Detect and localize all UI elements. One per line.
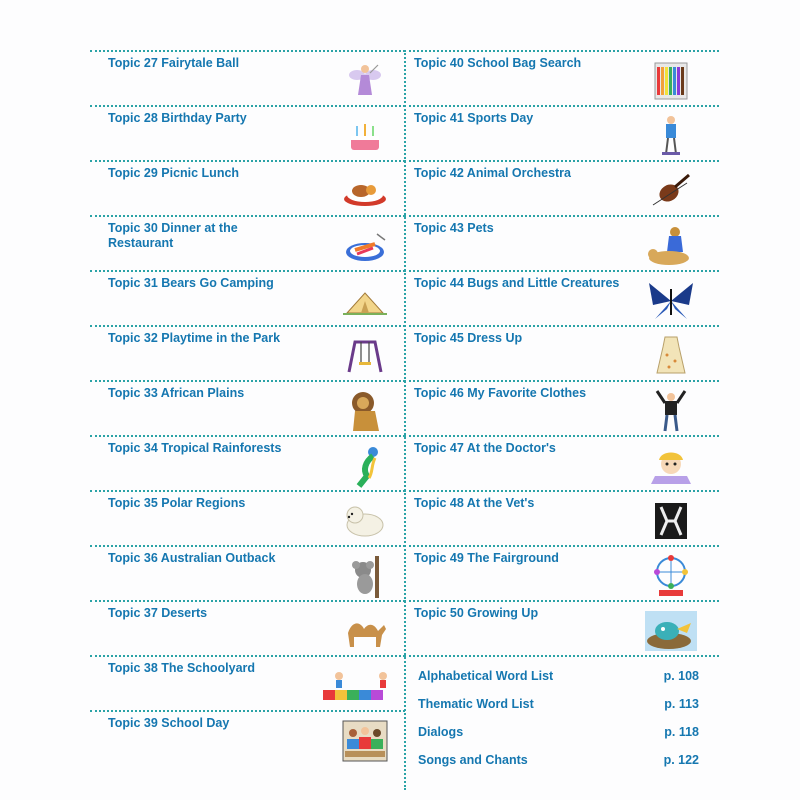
topic-entry [404, 545, 719, 600]
koala-icon [337, 555, 393, 597]
violin-icon [643, 170, 699, 212]
topic-label: Topic 41 Sports Day [414, 111, 534, 125]
topic-entry [404, 600, 719, 655]
cake-icon [337, 115, 393, 157]
dress-icon [643, 335, 699, 377]
index-page: p. 122 [663, 753, 699, 767]
topic-label: Topic 34 Tropical Rainforests [108, 441, 282, 455]
topic-label: Topic 38 The Schoolyard [108, 661, 256, 675]
butterfly-icon [643, 280, 699, 322]
index-label: Alphabetical Word List [418, 669, 554, 683]
topic-label: Topic 49 The Fairground [414, 551, 559, 565]
classroom-icon [337, 720, 393, 762]
topic-label: Topic 40 School Bag Search [414, 56, 582, 70]
topic-entry [90, 545, 405, 600]
topic-entry [90, 105, 405, 160]
topic-entry [90, 380, 405, 435]
topic-label: Topic 48 At the Vet's [414, 496, 535, 510]
topic-label: Topic 32 Playtime in the Park [108, 331, 281, 345]
topic-label: Topic 28 Birthday Party [108, 111, 247, 125]
topic-label: Topic 46 My Favorite Clothes [414, 386, 587, 400]
topic-entry [90, 50, 405, 105]
boy-arms-up-icon [643, 390, 699, 432]
topic-label: Topic 37 Deserts [108, 606, 208, 620]
picnic-food-icon [337, 170, 393, 212]
parrot-icon [337, 445, 393, 487]
index-label: Thematic Word List [418, 697, 534, 711]
bird-nest-icon [643, 610, 699, 652]
topic-entry [404, 215, 719, 270]
index-page: p. 113 [664, 697, 699, 711]
topic-label: Topic 31 Bears Go Camping [108, 276, 274, 290]
topic-label: Topic 35 Polar Regions [108, 496, 246, 510]
index-entry [404, 745, 719, 773]
index-page: p. 118 [664, 725, 699, 739]
topic-entry [90, 435, 405, 490]
index-entry [404, 689, 719, 717]
topic-entry [404, 490, 719, 545]
swing-icon [337, 335, 393, 377]
topic-label: Topic 45 Dress Up [414, 331, 523, 345]
colored-pencils-icon [643, 60, 699, 102]
camel-icon [337, 610, 393, 652]
athlete-icon [643, 115, 699, 157]
topic-entry [404, 435, 719, 490]
topic-entry [404, 50, 719, 105]
index-entry [404, 717, 719, 745]
topic-entry [90, 160, 405, 215]
sick-child-icon [643, 445, 699, 487]
right-column [404, 50, 719, 773]
dinner-plate-icon [337, 225, 393, 267]
topic-label: Topic 39 School Day [108, 716, 230, 730]
lion-icon [337, 390, 393, 432]
topic-entry [90, 325, 405, 380]
topic-entry [90, 270, 405, 325]
topic-entry [404, 105, 719, 160]
topic-label: Topic 29 Picnic Lunch [108, 166, 240, 180]
left-column [90, 50, 405, 765]
polar-bear-icon [337, 500, 393, 542]
topic-label: Topic 50 Growing Up [414, 606, 539, 620]
topic-entry [90, 215, 405, 270]
pet-dog-icon [643, 225, 699, 267]
index-list [404, 655, 719, 773]
fairy-icon [337, 60, 393, 102]
topic-label: Topic 30 Dinner at the Restaurant [108, 221, 238, 250]
topic-entry [90, 710, 405, 765]
x-ray-icon [643, 500, 699, 542]
index-label: Songs and Chants [418, 753, 528, 767]
topic-entry [404, 270, 719, 325]
topic-label: Topic 42 Animal Orchestra [414, 166, 571, 180]
ferris-wheel-icon [643, 555, 699, 597]
tent-icon [337, 280, 393, 322]
topic-label: Topic 36 Australian Outback [108, 551, 276, 565]
topic-label: Topic 44 Bugs and Little Creatures [414, 276, 620, 290]
hopscotch-icon [319, 665, 399, 707]
index-page: p. 108 [663, 669, 699, 683]
topic-entry [90, 655, 405, 710]
index-label: Dialogs [418, 725, 464, 739]
topic-entry [90, 600, 405, 655]
topic-label: Topic 27 Fairytale Ball [108, 56, 240, 70]
topic-label: Topic 43 Pets [414, 221, 494, 235]
topic-label: Topic 33 African Plains [108, 386, 245, 400]
topic-label: Topic 47 At the Doctor's [414, 441, 556, 455]
topic-entry [404, 160, 719, 215]
topic-entry [90, 490, 405, 545]
topic-entry [404, 380, 719, 435]
index-entry [404, 661, 719, 689]
topic-entry [404, 325, 719, 380]
